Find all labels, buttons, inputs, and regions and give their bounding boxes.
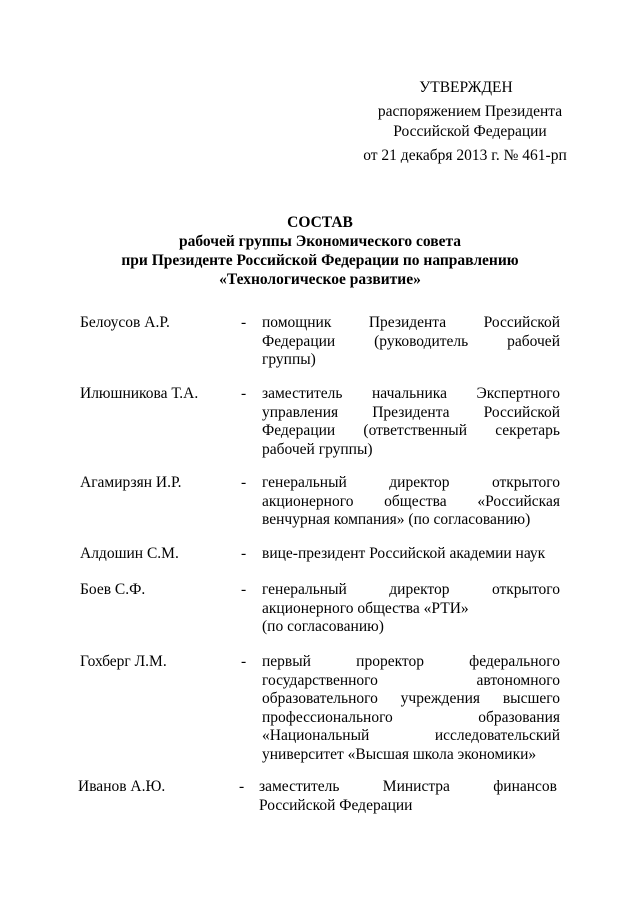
member-role	[262, 545, 560, 564]
member-role	[262, 474, 560, 530]
role-line: (по согласованию)	[262, 618, 384, 635]
member-name: Белоусов А.Р.	[80, 314, 170, 331]
member-name: Агамирзян И.Р.	[80, 474, 182, 491]
role-line: образовательного учреждения высшего	[262, 690, 560, 707]
member-role	[259, 778, 557, 815]
member-role	[262, 581, 560, 637]
role-line: группы)	[262, 351, 316, 368]
role-line: заместитель Министра финансов	[259, 778, 557, 795]
role-line: генеральный директор открытого	[262, 581, 560, 598]
member-dash: -	[241, 581, 247, 598]
role-line: вице-президент Российской академии наук	[262, 545, 546, 562]
role-line: первый проректор федерального	[262, 653, 560, 670]
approval-date: от 21 декабря 2013 г. № 461-рп	[363, 147, 567, 164]
member-dash: -	[241, 314, 247, 331]
role-line: заместитель начальника Экспертного	[262, 385, 560, 402]
member-dash: -	[241, 653, 247, 670]
member-role	[262, 314, 560, 370]
role-line: Российской Федерации	[259, 796, 413, 814]
role-line: помощник Президента Российской	[262, 314, 560, 331]
member-name: Боев С.Ф.	[80, 581, 146, 598]
approval-line-2: Российской Федерации	[393, 123, 547, 140]
role-line: венчурная компания» (по согласованию)	[262, 511, 531, 528]
heading-line-4: «Технологическое развитие»	[219, 271, 421, 288]
heading-line-2: рабочей группы Экономического совета	[178, 233, 462, 250]
role-line: Федерации (руководитель рабочей	[262, 332, 560, 350]
member-role	[262, 653, 560, 764]
member-name: Гохберг Л.М.	[80, 653, 167, 670]
member-dash: -	[239, 778, 245, 795]
role-line: рабочей группы)	[262, 440, 373, 458]
approval-basis	[355, 102, 585, 142]
role-line: профессионального образования	[262, 708, 560, 726]
role-line: Федерации (ответственный секретарь	[262, 422, 560, 439]
role-line: акционерного общества «Российская	[262, 492, 560, 510]
member-name: Илюшникова Т.А.	[80, 385, 199, 402]
role-line: университет «Высшая школа экономики»	[262, 745, 537, 763]
role-line: акционерного общества «РТИ»	[262, 599, 469, 617]
role-line: государственного автономного	[262, 671, 560, 689]
approval-line-1: распоряжением Президента	[377, 103, 563, 120]
role-line: управления Президента Российской	[262, 403, 560, 421]
role-line: генеральный директор открытого	[262, 474, 560, 491]
member-dash: -	[241, 474, 247, 491]
approval-title: УТВЕРЖДЕН	[419, 79, 513, 96]
member-dash: -	[241, 385, 247, 402]
member-name: Иванов А.Ю.	[78, 778, 166, 795]
member-name: Алдошин С.М.	[80, 545, 179, 562]
member-role	[262, 385, 560, 459]
heading-title: СОСТАВ	[287, 214, 353, 231]
role-line: «Национальный исследовательский	[262, 727, 560, 744]
heading-line-3: при Президенте Российской Федерации по направлению	[121, 252, 519, 269]
member-dash: -	[241, 545, 247, 562]
